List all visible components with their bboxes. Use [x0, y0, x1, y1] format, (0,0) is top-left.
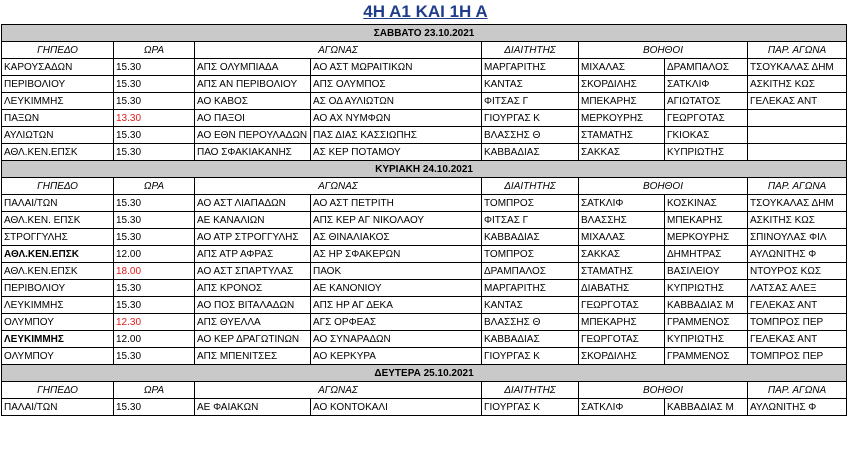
match-row	[2, 314, 847, 331]
home-team-cell: ΑΠΣ ΘΥΕΛΛΑ	[195, 314, 311, 331]
match-row	[2, 297, 847, 314]
time-cell: 12.00	[114, 246, 195, 263]
match-row	[2, 212, 847, 229]
assistant-2-cell: ΑΓΙΩΤΑΤΟΣ	[665, 93, 748, 110]
header-assistants: ΒΟΗΘΟΙ	[579, 178, 748, 195]
venue-cell: ΠΑΞΩΝ	[2, 110, 114, 127]
time-cell: 12.30	[114, 314, 195, 331]
header-assistants: ΒΟΗΘΟΙ	[579, 42, 748, 59]
referee-cell: ΤΟΜΠΡΟΣ	[482, 195, 579, 212]
away-team-cell: ΑΠΣ ΗΡ ΑΓ ΔΕΚΑ	[311, 297, 482, 314]
time-cell: 15.30	[114, 297, 195, 314]
column-header-row	[2, 178, 847, 195]
match-row	[2, 263, 847, 280]
header-time: ΩΡΑ	[114, 42, 195, 59]
observer-cell: ΓΕΛΕΚΑΣ ΑΝΤ	[748, 93, 847, 110]
away-team-cell: ΑΣ ΟΔ ΑΥΛΙΩΤΩΝ	[311, 93, 482, 110]
header-venue: ΓΗΠΕΔΟ	[2, 178, 114, 195]
home-team-cell: ΑΠΣ ΚΡΟΝΟΣ	[195, 280, 311, 297]
time-cell: 18.00	[114, 263, 195, 280]
home-team-cell: ΑΕ ΚΑΝΑΛΙΩΝ	[195, 212, 311, 229]
assistant-1-cell: ΓΕΩΡΓΟΤΑΣ	[579, 331, 665, 348]
assistant-2-cell: ΣΑΤΚΛΙΦ	[665, 76, 748, 93]
assistant-1-cell: ΣΤΑΜΑΤΗΣ	[579, 127, 665, 144]
observer-cell: ΝΤΟΥΡΟΣ ΚΩΣ	[748, 263, 847, 280]
time-cell: 15.30	[114, 399, 195, 416]
home-team-cell: ΑΕ ΦΑΙΑΚΩΝ	[195, 399, 311, 416]
referee-cell: ΓΙΟΥΡΓΑΣ Κ	[482, 348, 579, 365]
header-match: ΑΓΩΝΑΣ	[195, 178, 482, 195]
assistant-2-cell: ΚΥΠΡΙΩΤΗΣ	[665, 144, 748, 161]
home-team-cell: ΑΟ ΚΕΡ ΔΡΑΓΩΤΙΝΩΝ	[195, 331, 311, 348]
home-team-cell: ΠΑΟ ΣΦΑΚΙΑΚΑΝΗΣ	[195, 144, 311, 161]
assistant-2-cell: ΚΥΠΡΙΩΤΗΣ	[665, 331, 748, 348]
referee-cell: ΚΑΒΒΑΔΙΑΣ	[482, 229, 579, 246]
venue-cell: ΚΑΡΟΥΣΑΔΩΝ	[2, 59, 114, 76]
assistant-2-cell: ΓΚΙΟΚΑΣ	[665, 127, 748, 144]
time-cell: 13.30	[114, 110, 195, 127]
assistant-1-cell: ΣΚΟΡΔΙΛΗΣ	[579, 76, 665, 93]
observer-cell: ΑΣΚΙΤΗΣ ΚΩΣ	[748, 76, 847, 93]
time-cell: 15.30	[114, 229, 195, 246]
match-row	[2, 331, 847, 348]
time-cell: 15.30	[114, 76, 195, 93]
match-row	[2, 280, 847, 297]
home-team-cell: ΑΟ ΠΟΣ ΒΙΤΑΛΑΔΩΝ	[195, 297, 311, 314]
header-time: ΩΡΑ	[114, 178, 195, 195]
match-row	[2, 110, 847, 127]
away-team-cell: ΑΟ ΚΟΝΤΟΚΑΛΙ	[311, 399, 482, 416]
referee-cell: ΜΑΡΓΑΡΙΤΗΣ	[482, 59, 579, 76]
venue-cell: ΠΑΛΑΙ/ΤΩΝ	[2, 195, 114, 212]
away-team-cell: ΑΣ ΚΕΡ ΠΟΤΑΜΟΥ	[311, 144, 482, 161]
time-cell: 15.30	[114, 144, 195, 161]
header-observer: ΠΑΡ. ΑΓΩΝΑ	[748, 382, 847, 399]
observer-cell: ΓΕΛΕΚΑΣ ΑΝΤ	[748, 297, 847, 314]
observer-cell	[748, 110, 847, 127]
assistant-1-cell: ΔΙΑΒΑΤΗΣ	[579, 280, 665, 297]
header-observer: ΠΑΡ. ΑΓΩΝΑ	[748, 178, 847, 195]
table-body	[2, 25, 847, 416]
venue-cell: ΛΕΥΚΙΜΜΗΣ	[2, 297, 114, 314]
match-row	[2, 144, 847, 161]
assistant-1-cell: ΜΙΧΑΛΑΣ	[579, 59, 665, 76]
away-team-cell: ΑΠΣ ΚΕΡ ΑΓ ΝΙΚΟΛΑΟΥ	[311, 212, 482, 229]
match-row	[2, 93, 847, 110]
assistant-2-cell: ΒΑΣΙΛΕΙΟΥ	[665, 263, 748, 280]
referee-cell: ΜΑΡΓΑΡΙΤΗΣ	[482, 280, 579, 297]
venue-cell: ΛΕΥΚΙΜΜΗΣ	[2, 331, 114, 348]
assistant-2-cell: ΜΠΕΚΑΡΗΣ	[665, 212, 748, 229]
assistant-2-cell: ΚΑΒΒΑΔΙΑΣ Μ	[665, 399, 748, 416]
venue-cell: ΑΘΛ.ΚΕΝ. ΕΠΣΚ	[2, 212, 114, 229]
assistant-1-cell: ΣΤΑΜΑΤΗΣ	[579, 263, 665, 280]
match-row	[2, 127, 847, 144]
observer-cell: ΑΣΚΙΤΗΣ ΚΩΣ	[748, 212, 847, 229]
match-schedule-table	[1, 24, 847, 416]
assistant-1-cell: ΣΚΟΡΔΙΛΗΣ	[579, 348, 665, 365]
referee-cell: ΦΙΤΣΑΣ Γ	[482, 93, 579, 110]
column-header-row	[2, 382, 847, 399]
observer-cell	[748, 144, 847, 161]
assistant-1-cell: ΣΑΤΚΛΙΦ	[579, 399, 665, 416]
venue-cell: ΠΑΛΑΙ/ΤΩΝ	[2, 399, 114, 416]
venue-cell: ΠΕΡΙΒΟΛΙΟΥ	[2, 76, 114, 93]
observer-cell: ΛΑΤΣΑΣ ΑΛΕΞ	[748, 280, 847, 297]
away-team-cell: ΑΓΣ ΟΡΦΕΑΣ	[311, 314, 482, 331]
venue-cell: ΠΕΡΙΒΟΛΙΟΥ	[2, 280, 114, 297]
away-team-cell: ΑΕ ΚΑΝΟΝΙΟΥ	[311, 280, 482, 297]
match-row	[2, 59, 847, 76]
time-cell: 15.30	[114, 59, 195, 76]
away-team-cell: ΑΟ ΚΕΡΚΥΡΑ	[311, 348, 482, 365]
observer-cell: ΣΠΙΝΟΥΛΑΣ ΦΙΛ	[748, 229, 847, 246]
referee-cell: ΚΑΝΤΑΣ	[482, 297, 579, 314]
time-cell: 15.30	[114, 93, 195, 110]
assistant-1-cell: ΓΕΩΡΓΟΤΑΣ	[579, 297, 665, 314]
home-team-cell: ΑΠΣ ΑΤΡ ΑΦΡΑΣ	[195, 246, 311, 263]
observer-cell: ΤΣΟΥΚΑΛΑΣ ΔΗΜ	[748, 195, 847, 212]
header-time: ΩΡΑ	[114, 382, 195, 399]
away-team-cell: ΑΟ ΑΣΤ ΠΕΤΡΙΤΗ	[311, 195, 482, 212]
observer-cell: ΓΕΛΕΚΑΣ ΑΝΤ	[748, 331, 847, 348]
match-row	[2, 195, 847, 212]
time-cell: 15.30	[114, 195, 195, 212]
header-referee: ΔΙΑΙΤΗΤΗΣ	[482, 178, 579, 195]
referee-cell: ΚΑΒΒΑΔΙΑΣ	[482, 331, 579, 348]
observer-cell: ΤΟΜΠΡΟΣ ΠΕΡ	[748, 314, 847, 331]
observer-cell: ΤΟΜΠΡΟΣ ΠΕΡ	[748, 348, 847, 365]
assistant-2-cell: ΜΕΡΚΟΥΡΗΣ	[665, 229, 748, 246]
time-cell: 15.30	[114, 280, 195, 297]
observer-cell: ΑΥΛΩΝΙΤΗΣ Φ	[748, 399, 847, 416]
assistant-2-cell: ΚΑΒΒΑΔΙΑΣ Μ	[665, 297, 748, 314]
day-section-label: ΚΥΡΙΑΚΗ 24.10.2021	[2, 161, 847, 178]
referee-cell: ΓΙΟΥΡΓΑΣ Κ	[482, 110, 579, 127]
assistant-2-cell: ΓΕΩΡΓΟΤΑΣ	[665, 110, 748, 127]
home-team-cell: ΑΟ ΕΘΝ ΠΕΡΟΥΛΑΔΩΝ	[195, 127, 311, 144]
assistant-2-cell: ΓΡΑΜΜΕΝΟΣ	[665, 348, 748, 365]
header-referee: ΔΙΑΙΤΗΤΗΣ	[482, 42, 579, 59]
home-team-cell: ΑΠΣ ΜΠΕΝΙΤΣΕΣ	[195, 348, 311, 365]
assistant-1-cell: ΣΑΚΚΑΣ	[579, 246, 665, 263]
venue-cell: ΑΘΛ.ΚΕΝ.ΕΠΣΚ	[2, 144, 114, 161]
referee-cell: ΔΡΑΜΠΑΛΟΣ	[482, 263, 579, 280]
away-team-cell: ΑΠΣ ΟΛΥΜΠΟΣ	[311, 76, 482, 93]
home-team-cell: ΑΟ ΑΣΤ ΛΙΑΠΑΔΩΝ	[195, 195, 311, 212]
match-row	[2, 399, 847, 416]
header-observer: ΠΑΡ. ΑΓΩΝΑ	[748, 42, 847, 59]
referee-cell: ΚΑΒΒΑΔΙΑΣ	[482, 144, 579, 161]
header-match: ΑΓΩΝΑΣ	[195, 42, 482, 59]
home-team-cell: ΑΠΣ ΑΝ ΠΕΡΙΒΟΛΙΟΥ	[195, 76, 311, 93]
away-team-cell: ΠΑΣ ΔΙΑΣ ΚΑΣΣΙΩΠΗΣ	[311, 127, 482, 144]
assistant-2-cell: ΚΟΣΚΙΝΑΣ	[665, 195, 748, 212]
home-team-cell: ΑΟ ΠΑΞΟΙ	[195, 110, 311, 127]
away-team-cell: ΑΣ ΗΡ ΣΦΑΚΕΡΩΝ	[311, 246, 482, 263]
home-team-cell: ΑΠΣ ΟΛΥΜΠΙΑΔΑ	[195, 59, 311, 76]
venue-cell: ΟΛΥΜΠΟΥ	[2, 314, 114, 331]
header-venue: ΓΗΠΕΔΟ	[2, 382, 114, 399]
observer-cell: ΤΣΟΥΚΑΛΑΣ ΔΗΜ	[748, 59, 847, 76]
referee-cell: ΒΛΑΣΣΗΣ Θ	[482, 127, 579, 144]
assistant-1-cell: ΜΕΡΚΟΥΡΗΣ	[579, 110, 665, 127]
match-row	[2, 348, 847, 365]
day-section-label: ΔΕΥΤΕΡΑ 25.10.2021	[2, 365, 847, 382]
away-team-cell: ΑΟ ΣΥΝΑΡΑΔΩΝ	[311, 331, 482, 348]
assistant-1-cell: ΜΙΧΑΛΑΣ	[579, 229, 665, 246]
match-row	[2, 229, 847, 246]
home-team-cell: ΑΟ ΚΑΒΟΣ	[195, 93, 311, 110]
venue-cell: ΛΕΥΚΙΜΜΗΣ	[2, 93, 114, 110]
venue-cell: ΑΥΛΙΩΤΩΝ	[2, 127, 114, 144]
time-cell: 15.30	[114, 348, 195, 365]
venue-cell: ΑΘΛ.ΚΕΝ.ΕΠΣΚ	[2, 263, 114, 280]
assistant-2-cell: ΔΡΑΜΠΑΛΟΣ	[665, 59, 748, 76]
assistant-2-cell: ΚΥΠΡΙΩΤΗΣ	[665, 280, 748, 297]
away-team-cell: ΑΟ ΑΣΤ ΜΩΡΑΙΤΙΚΩΝ	[311, 59, 482, 76]
column-header-row	[2, 42, 847, 59]
header-assistants: ΒΟΗΘΟΙ	[579, 382, 748, 399]
time-cell: 15.30	[114, 212, 195, 229]
match-row	[2, 76, 847, 93]
referee-cell: ΦΙΤΣΑΣ Γ	[482, 212, 579, 229]
match-row	[2, 246, 847, 263]
assistant-1-cell: ΒΛΑΣΣΗΣ	[579, 212, 665, 229]
header-match: ΑΓΩΝΑΣ	[195, 382, 482, 399]
time-cell: 12.00	[114, 331, 195, 348]
day-section-banner	[2, 161, 847, 178]
away-team-cell: ΑΟ ΑΧ ΝΥΜΦΩΝ	[311, 110, 482, 127]
referee-cell: ΓΙΟΥΡΓΑΣ Κ	[482, 399, 579, 416]
referee-cell: ΒΛΑΣΣΗΣ Θ	[482, 314, 579, 331]
venue-cell: ΣΤΡΟΓΓΥΛΗΣ	[2, 229, 114, 246]
header-venue: ΓΗΠΕΔΟ	[2, 42, 114, 59]
assistant-2-cell: ΓΡΑΜΜΕΝΟΣ	[665, 314, 748, 331]
assistant-1-cell: ΣΑΤΚΛΙΦ	[579, 195, 665, 212]
away-team-cell: ΑΣ ΘΙΝΑΛΙΑΚΟΣ	[311, 229, 482, 246]
day-section-banner	[2, 25, 847, 42]
assistant-1-cell: ΜΠΕΚΑΡΗΣ	[579, 93, 665, 110]
home-team-cell: ΑΟ ΑΤΡ ΣΤΡΟΓΓΥΛΗΣ	[195, 229, 311, 246]
assistant-2-cell: ΔΗΜΗΤΡΑΣ	[665, 246, 748, 263]
observer-cell	[748, 127, 847, 144]
assistant-1-cell: ΜΠΕΚΑΡΗΣ	[579, 314, 665, 331]
home-team-cell: ΑΟ ΑΣΤ ΣΠΑΡΤΥΛΑΣ	[195, 263, 311, 280]
day-section-banner	[2, 365, 847, 382]
observer-cell: ΑΥΛΩΝΙΤΗΣ Φ	[748, 246, 847, 263]
referee-cell: ΤΟΜΠΡΟΣ	[482, 246, 579, 263]
header-referee: ΔΙΑΙΤΗΤΗΣ	[482, 382, 579, 399]
day-section-label: ΣΑΒΒΑΤΟ 23.10.2021	[2, 25, 847, 42]
venue-cell: ΟΛΥΜΠΟΥ	[2, 348, 114, 365]
away-team-cell: ΠΑΟΚ	[311, 263, 482, 280]
time-cell: 15.30	[114, 127, 195, 144]
assistant-1-cell: ΣΑΚΚΑΣ	[579, 144, 665, 161]
schedule-title: 4Η Α1 ΚΑΙ 1Η Α	[363, 2, 488, 21]
referee-cell: ΚΑΝΤΑΣ	[482, 76, 579, 93]
venue-cell: ΑΘΛ.ΚΕΝ.ΕΠΣΚ	[2, 246, 114, 263]
